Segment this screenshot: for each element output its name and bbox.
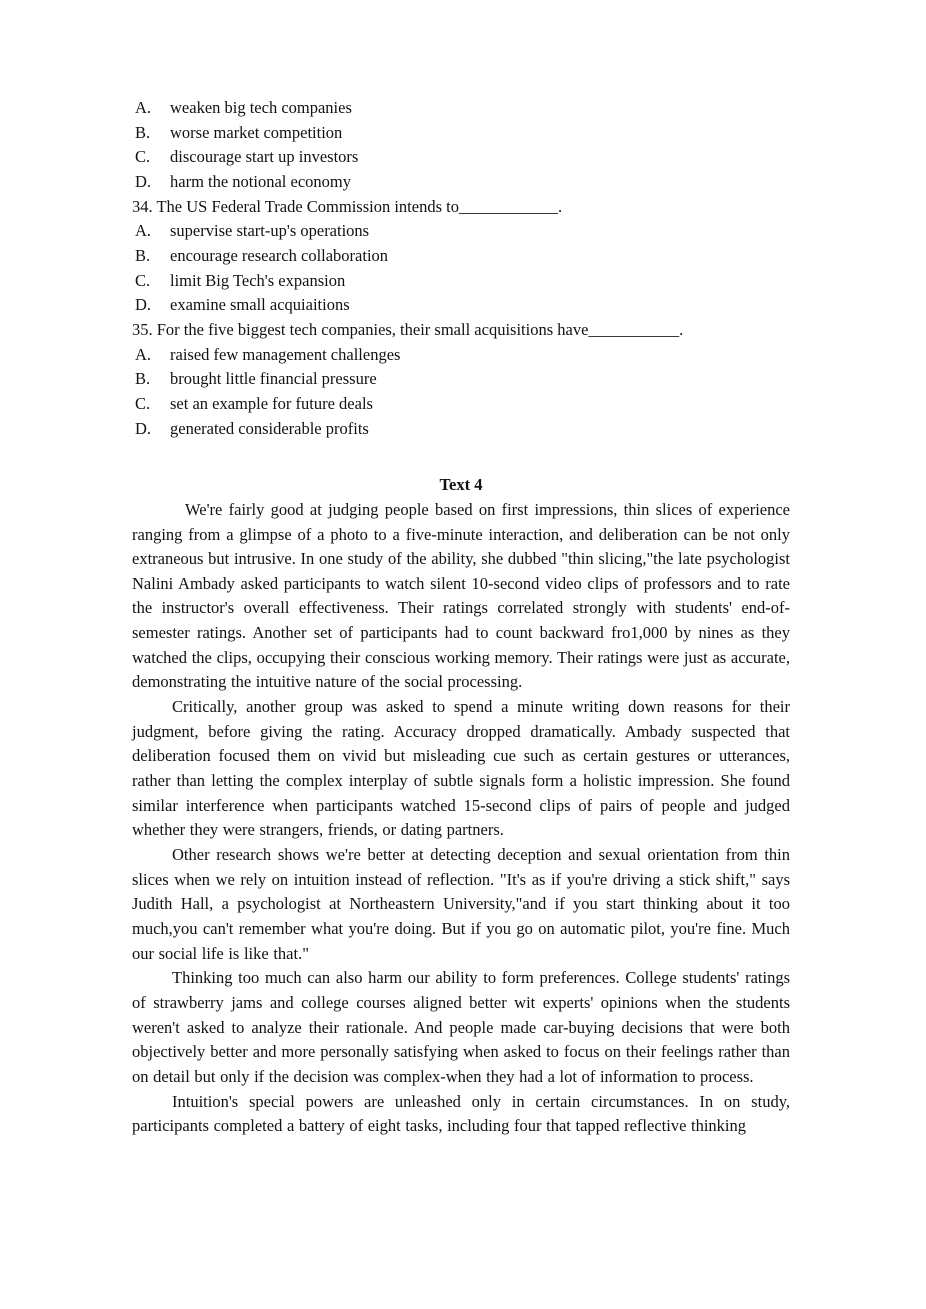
option-text: brought little financial pressure	[170, 369, 377, 389]
option-letter: D.	[135, 418, 152, 438]
option-text: encourage research collaboration	[170, 245, 389, 265]
option-text: worse market competition	[170, 122, 343, 142]
option-text: set an example for future deals	[170, 393, 373, 413]
passage-paragraph: Thinking too much can also harm our ability to form preferences. College students' ratings of strawberry jams and college courses aligned better wit experts' opinions when the students weren't asked to analyze their rationale. And people made car-buying decisions that were both objectively better and more personally satisfying when asked to focus on their feelings rather than on detail but only if the decision was complex-when they had a lot of information to process.	[132, 968, 790, 1086]
option-letter: A.	[135, 221, 152, 241]
option-text: examine small acquiaitions	[170, 295, 350, 315]
answer-option-line	[132, 269, 790, 294]
answer-option-line	[132, 145, 790, 170]
passage-paragraph: Critically, another group was asked to spend a minute writing down reasons for their judgment, before giving the rating. Accuracy dropped dramatically. Ambady suspected that deliberation focused them on vivid but misleading cue such as certain gestures or utterances, rather than letting the complex interplay of subtle signals form a holistic impression. She found similar interference when participants watched 15-second clips of pairs of people and judged whether they were strangers, friends, or dating partners.	[132, 697, 790, 840]
option-letter: D.	[135, 171, 152, 191]
passage-paragraph: Other research shows we're better at detecting deception and sexual orientation from thin slices when we rely on intuition instead of reflection. "It's as if you're driving a stick shift," says Judith Hall, a psychologist at Northeastern University,"and if you start thinking about it too much,you can't remember what you're doing. But if you go on automatic pilot, you're fine. Much our social life is like that."	[132, 845, 790, 963]
answer-option-line	[132, 417, 790, 442]
answer-option-line	[132, 392, 790, 417]
option-text: discourage start up investors	[170, 147, 359, 167]
option-letter: A.	[135, 344, 152, 364]
question-stem: 35. For the five biggest tech companies, their small acquisitions have___________.	[132, 319, 684, 339]
passage-heading: Text 4	[439, 475, 483, 495]
passage-paragraph: Intuition's special powers are unleashed only in certain circumstances. In on study, participants completed a battery of eight tasks, including four that tapped reflective thinking	[132, 1091, 790, 1136]
option-text: weaken big tech companies	[170, 98, 352, 117]
answer-option-line	[132, 293, 790, 318]
answer-option-line	[132, 367, 790, 392]
reading-passage	[132, 498, 790, 1139]
passage-paragraph: We're fairly good at judging people based on first impressions, thin slices of experience ranging from a glimpse of a photo to a five-minute interaction, and deliberation can be not only extraneous but intrusive. In one study of the ability, she dubbed "thin slicing,"the late psychologist Nalini Ambady asked participants to watch silent 10-second video clips of professors and to rate the instructor's overall effectiveness. Their ratings correlated strongly with students' end-of-semester ratings. Another set of participants had to count backward fro1,000 by nines as they watched the clips, occupying their conscious working memory. Their ratings were just as accurate, demonstrating the intuitive nature of the social processing.	[132, 499, 790, 692]
multiple-choice-section	[132, 96, 790, 441]
option-letter: A.	[135, 98, 152, 117]
question-stem: 34. The US Federal Trade Commission intends to____________.	[132, 196, 563, 216]
option-letter: C.	[135, 270, 151, 290]
option-text: supervise start-up's operations	[170, 221, 370, 241]
option-letter: C.	[135, 393, 151, 413]
option-text: limit Big Tech's expansion	[170, 270, 346, 290]
option-letter: B.	[135, 369, 151, 389]
option-text: harm the notional economy	[170, 171, 351, 191]
answer-option-line	[132, 219, 790, 244]
option-letter: D.	[135, 295, 152, 315]
option-text: generated considerable profits	[170, 418, 369, 438]
option-letter: B.	[135, 245, 151, 265]
answer-option-line	[132, 343, 790, 368]
option-letter: B.	[135, 122, 151, 142]
answer-option-line	[132, 170, 790, 195]
option-text: raised few management challenges	[170, 344, 401, 364]
answer-option-line	[132, 121, 790, 146]
answer-option-line	[132, 96, 790, 121]
answer-option-line	[132, 244, 790, 269]
option-letter: C.	[135, 147, 151, 167]
